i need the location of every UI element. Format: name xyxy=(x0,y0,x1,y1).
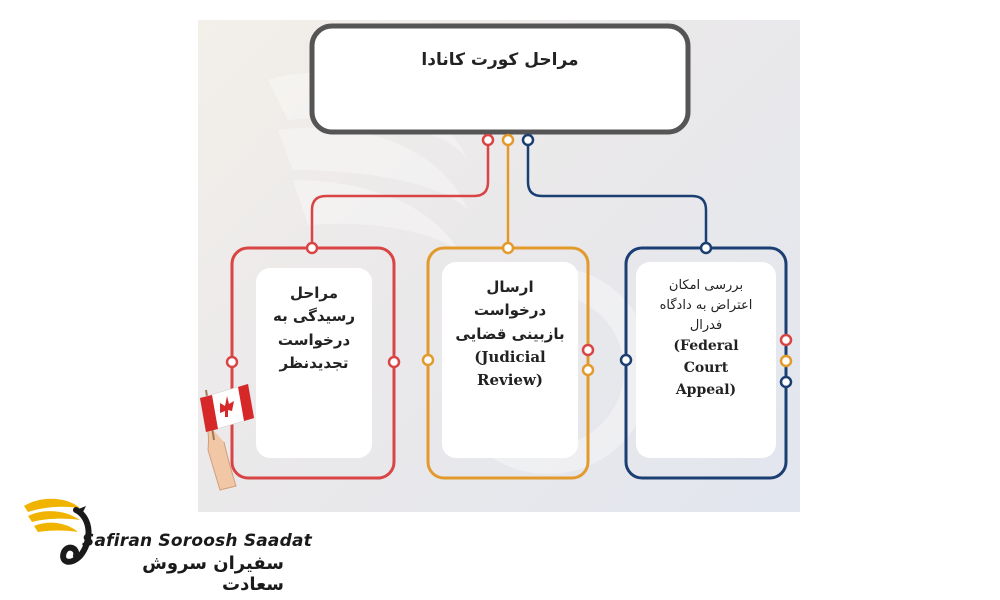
box-blue-line: فدرال xyxy=(689,318,723,334)
box-orange-line: ارسال xyxy=(486,278,534,296)
diagram-title: مراحل کورت کانادا xyxy=(421,50,579,70)
box-blue-line: اعتراض به دادگاه xyxy=(659,298,753,314)
diagram-canvas xyxy=(198,20,800,512)
box-blue-line: بررسی امکان xyxy=(668,278,744,293)
box-red-line: تجدیدنظر xyxy=(279,353,349,372)
connector-node xyxy=(483,135,493,145)
box-orange-english: (Judicial xyxy=(474,347,546,366)
title-box xyxy=(312,26,688,132)
brand-name-en: Safiran Soroosh Saadat xyxy=(82,531,312,551)
box-red-text xyxy=(256,282,372,375)
box-orange-line: درخواست xyxy=(473,301,547,320)
box-blue-english: (Federal xyxy=(673,338,739,355)
box-blue-english: Appeal) xyxy=(675,381,737,398)
brand-name-fa: سفیران سروش سعادت xyxy=(142,553,284,595)
box-orange-text xyxy=(442,276,578,392)
box-red-line: مراحل xyxy=(290,284,338,302)
connector-node xyxy=(523,135,533,145)
box-blue-text xyxy=(636,276,776,401)
canada-flag-icon xyxy=(200,384,254,490)
diagram-connectors xyxy=(198,20,800,512)
box-blue-english: Court xyxy=(683,360,729,377)
connector-node xyxy=(503,135,513,145)
box-red-line: درخواست xyxy=(277,330,351,349)
box-orange-line: بازبینی قضایی xyxy=(455,324,565,343)
box-orange-english: Review) xyxy=(477,371,543,389)
box-red-line: رسیدگی به xyxy=(272,307,356,326)
